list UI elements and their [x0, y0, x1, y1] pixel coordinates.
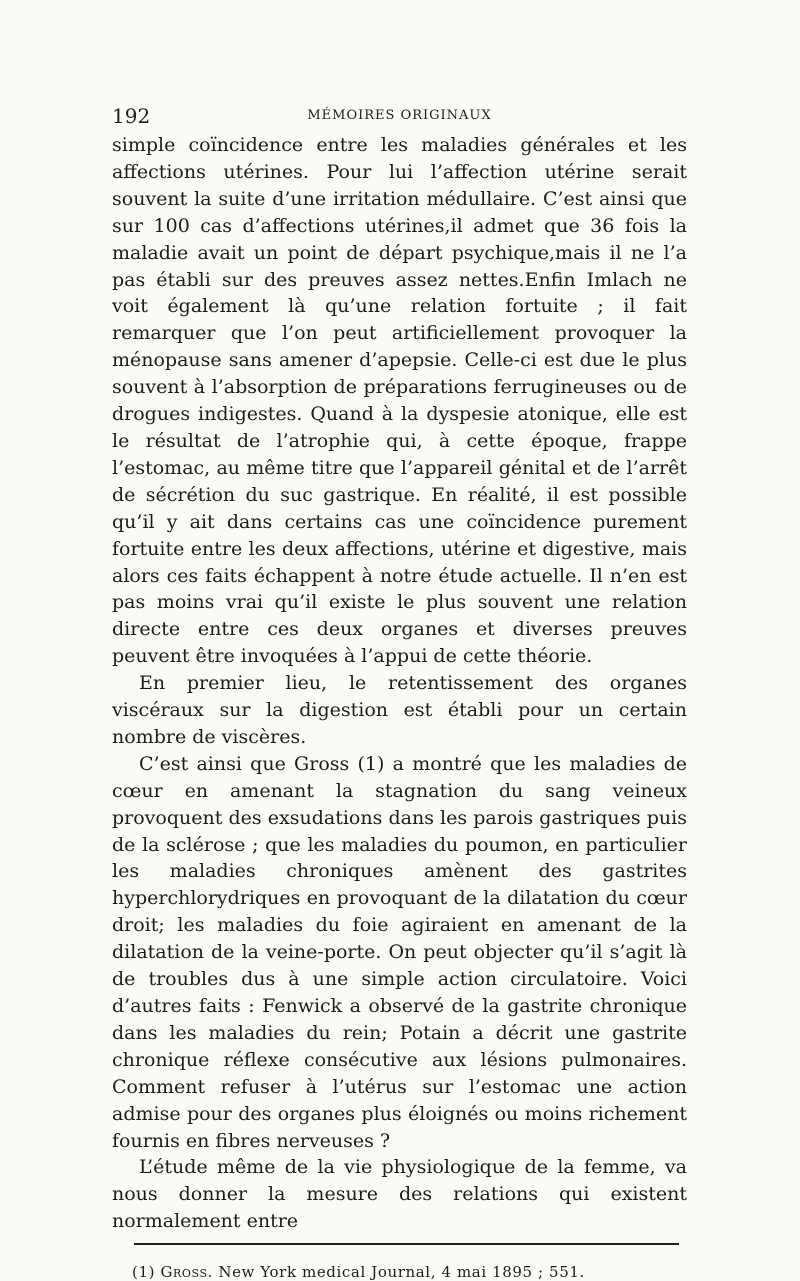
footnote-citation: 4 mai 1895 ; 551. — [441, 1263, 585, 1281]
page-number: 192 — [112, 104, 151, 128]
paragraph-continued: simple coïncidence entre les maladies générales et les affections utérines. Pour lui l’affection utérine serait souvent la suite d’une irritation médullaire. C’est ainsi que sur 100 cas d’affections utérines,il admet que 36 fois la maladie avait un point de départ psychique,mais il ne l’a pas établi sur des preuves assez nettes.Enfin Imlach ne voit également là qu’une relation fortuite ; il fait remarquer que l’on peut artificiellement provoquer la ménopause sans amener d’apepsie. Celle-ci est due le plus souvent à l’absorption de préparations ferrugineuses ou de drogues indigestes. Quand à la dyspesie atonique, elle est le résultat de l’atrophie qui, à cette époque, frappe l’estomac, au même titre que l’appareil génital et de l’arrêt de sécrétion du suc gastrique. En réalité, il est possible qu’il y ait dans certains cas une coïncidence purement fortuite entre les deux affections, utérine et digestive, mais alors ces faits échappent à notre étude actuelle. Il n’en est pas moins vrai qu’il existe le plus souvent une relation directe entre ces deux organes et diverses preuves peuvent être invoquées à l’appui de cette théorie. — [112, 134, 687, 668]
paragraph: L’étude même de la vie physiologique de la femme, va nous donner la mesure des relations qui existent normalement entre — [112, 1156, 687, 1233]
body-text — [112, 132, 687, 1235]
book-page — [112, 96, 687, 1281]
footnote-author: Gross. — [160, 1263, 213, 1281]
footnote-journal: New York medical Journal, — [218, 1263, 437, 1281]
footnote-divider — [134, 1243, 679, 1245]
paragraph: C’est ainsi que Gross (1) a montré que les maladies de cœur en amenant la stagnation du sang veineux provoquent des exsudations dans les parois gastriques puis de la sclérose ; que les maladies du poumon, en particulier les maladies chroniques amènent des gastrites hyperchlorydriques en provoquant de la dilatation du cœur droit; les maladies du foie agiraient en amenant de la dilatation de la veine-porte. On peut objecter qu’il s’agit là de troubles dus à une simple action circulatoire. Voici d’autres faits : Fenwick a observé de la gastrite chronique dans les maladies du rein; Potain a décrit une gastrite chronique réflexe consécutive aux lésions pulmonaires. Comment refuser à l’utérus sur l’estomac une action admise pour des organes plus éloignés ou moins richement fournis en fibres nerveuses ? — [112, 752, 687, 1152]
footnote-marker: (1) — [132, 1263, 156, 1281]
paragraph: En premier lieu, le retentissement des organes viscéraux sur la digestion est établi pour un certain nombre de viscères. — [112, 672, 687, 748]
running-title: MÉMOIRES ORIGINAUX — [307, 108, 492, 123]
running-head — [112, 96, 687, 136]
footnote — [112, 1263, 687, 1281]
